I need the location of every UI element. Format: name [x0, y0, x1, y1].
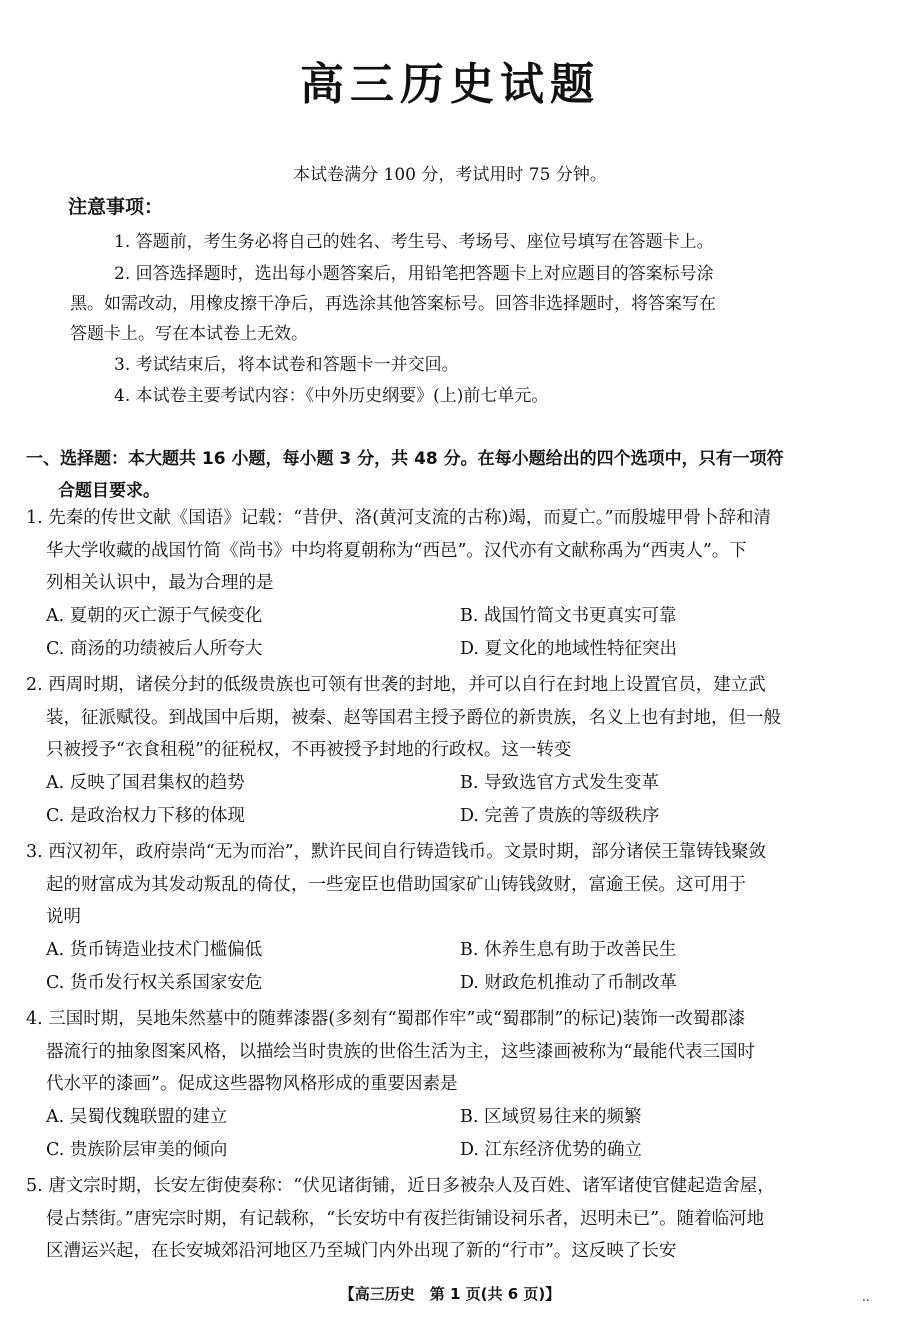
section-heading-line: 合题目要求。	[58, 481, 160, 501]
option-a: A. 吴蜀伐魏联盟的建立	[46, 1106, 228, 1127]
option-d: D. 江东经济优势的确立	[460, 1139, 643, 1160]
option-a: A. 反映了国君集权的趋势	[46, 772, 245, 793]
notice-heading: 注意事项：	[68, 196, 164, 218]
question-stem-line: 侵占禁街。”唐宪宗时期，有记载称，“长安坊中有夜拦街铺设祠乐者，迟明未已”。随着临河地	[46, 1208, 765, 1229]
option-b: B. 休养生息有助于改善民生	[460, 939, 677, 960]
notice-line: 1. 答题前，考生务必将自己的姓名、考生号、考场号、座位号填写在答题卡上。	[114, 232, 714, 252]
exam-info: 本试卷满分 100 分，考试用时 75 分钟。	[293, 165, 607, 185]
notice-line: 黑。如需改动，用橡皮擦干净后，再选涂其他答案标号。回答非选择题时，将答案写在	[70, 294, 716, 314]
question-5	[26, 1170, 886, 1268]
option-c: C. 贵族阶层审美的倾向	[46, 1139, 228, 1160]
question-stem-line: 列相关认识中，最为合理的是	[46, 573, 274, 593]
question-stem-line: 2. 西周时期，诸侯分封的低级贵族也可领有世袭的封地，并可以自行在封地上设置官员，建立武	[26, 675, 766, 695]
option-b: B. 区域贸易往来的频繁	[460, 1106, 642, 1127]
question-stem-line: 器流行的抽象图案风格，以描绘当时贵族的世俗生活为主，这些漆画被称为“最能代表三国时	[46, 1041, 755, 1062]
question-stem-line: 4. 三国时期，吴地朱然墓中的随葬漆器(多刻有“蜀郡作牢”或“蜀郡制”的标记)装饰一改蜀郡漆	[26, 1009, 746, 1029]
option-b: B. 战国竹简文书更真实可靠	[460, 605, 677, 626]
notice-line: 答题卡上。写在本试卷上无效。	[70, 324, 308, 344]
question-1	[26, 502, 886, 666]
notice-line: 3. 考试结束后，将本试卷和答题卡一并交回。	[114, 355, 459, 375]
question-stem-line: 5. 唐文宗时期，长安左街使奏称：“伏见诸街铺，近日多被杂人及百姓、诸军诸使官健起造舍屋，	[26, 1176, 775, 1196]
option-c: C. 商汤的功绩被后人所夸大	[46, 638, 263, 659]
question-stem-line: 区漕运兴起，在长安城郊沿河地区乃至城门内外出现了新的“行市”。这反映了长安	[46, 1241, 677, 1261]
question-stem-line: 1. 先秦的传世文献《国语》记载：“昔伊、洛(黄河支流的古称)竭，而夏亡。”而殷墟甲骨卜辞和清	[26, 508, 772, 528]
option-d: D. 财政危机推动了币制改革	[460, 972, 678, 993]
option-a: A. 货币铸造业技术门槛偏低	[46, 939, 263, 960]
corner-mark: ..	[862, 1290, 870, 1304]
option-d: D. 夏文化的地域性特征突出	[460, 638, 678, 659]
section-heading	[26, 443, 886, 507]
option-a: A. 夏朝的灭亡源于气候变化	[46, 605, 263, 626]
question-3	[26, 836, 886, 1000]
question-stem-line: 代水平的漆画”。促成这些器物风格形成的重要因素是	[46, 1074, 458, 1094]
question-2	[26, 669, 886, 833]
option-c: C. 是政治权力下移的体现	[46, 805, 245, 826]
question-stem-line: 起的财富成为其发动叛乱的倚仗，一些宠臣也借助国家矿山铸钱敛财，富逾王侯。这可用于	[46, 874, 746, 895]
page-title: 高三历史试题	[300, 59, 600, 110]
option-d: D. 完善了贵族的等级秩序	[460, 805, 660, 826]
question-stem-line: 华大学收藏的战国竹简《尚书》中均将夏朝称为“西邑”。汉代亦有文献称禹为“西夷人”。下	[46, 540, 747, 561]
notice-line: 2. 回答选择题时，选出每小题答案后，用铅笔把答题卡上对应题目的答案标号涂	[114, 264, 714, 284]
question-stem-line: 说明	[46, 907, 81, 927]
option-c: C. 货币发行权关系国家安危	[46, 972, 263, 993]
page-footer: 【高三历史 第 1 页(共 6 页)】	[339, 1285, 561, 1303]
question-4	[26, 1003, 886, 1167]
question-stem-line: 装，征派赋役。到战国中后期，被秦、赵等国君主授予爵位的新贵族，名义上也有封地，但一般	[46, 707, 781, 728]
question-stem-line: 只被授予“衣食租税”的征税权，不再被授予封地的行政权。这一转变	[46, 740, 572, 760]
question-stem-line: 3. 西汉初年，政府崇尚“无为而治”，默许民间自行铸造钱币。文景时期，部分诸侯王靠铸钱聚敛	[26, 842, 767, 862]
option-b: B. 导致选官方式发生变革	[460, 772, 659, 793]
section-heading-line: 一、选择题：本大题共 16 小题，每小题 3 分，共 48 分。在每小题给出的四个选项中，只有一项符	[26, 449, 784, 469]
notice-line: 4. 本试卷主要考试内容：《中外历史纲要》(上)前七单元。	[114, 386, 549, 406]
